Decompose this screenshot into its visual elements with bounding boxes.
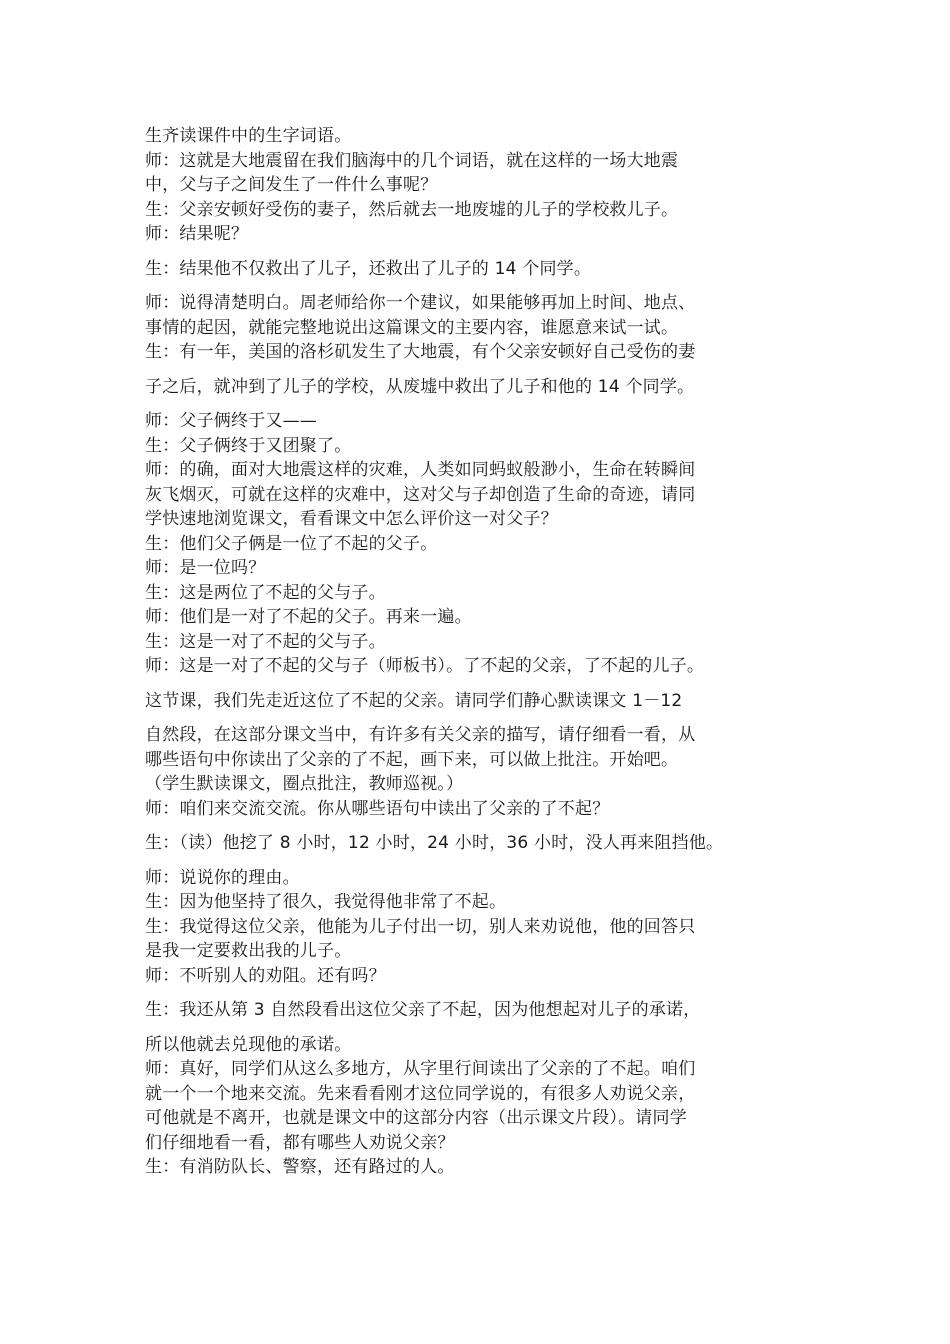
text-line: （学生默读课文，圈点批注，教师巡视。） (145, 774, 464, 794)
text-line: 自然段，在这部分课文当中，有许多有关父亲的描写，请仔细看一看，从 (145, 725, 696, 745)
text-line: 生：（读）他挖了 8 小时，12 小时，24 小时，36 小时，没人再来阻挡他。 (145, 833, 724, 853)
text-line: 师：他们是一对了不起的父子。再来一遍。 (145, 607, 472, 627)
text-line: 生：这是一对了不起的父与子。 (145, 631, 386, 652)
text-line: 生：有消防队长、警察，还有路过的人。 (145, 1157, 455, 1177)
text-line: 这节课，我们先走近这位了不起的父亲。请同学们静心默读课文 1－12 (145, 690, 683, 711)
document-body (145, 124, 825, 1180)
text-line: 生：我觉得这位父亲，他能为儿子付出一切，别人来劝说他，他的回答只 (145, 916, 696, 937)
text-line: 师：的确，面对大地震这样的灾难，人类如同蚂蚁般渺小，生命在转瞬间 (145, 460, 696, 480)
text-line: 生：我还从第 3 自然段看出这位父亲了不起，因为他想起对儿子的承诺， (145, 1000, 701, 1020)
text-line: 师：咱们来交流交流。你从哪些语句中读出了父亲的了不起？ (145, 798, 610, 819)
text-line: 师：结果呢？ (145, 224, 249, 244)
text-line: 师：不听别人的劝阻。还有吗？ (145, 965, 386, 986)
text-line: 生齐读课件中的生字词语。 (145, 126, 352, 146)
text-line: 师：父子俩终于又—— (145, 411, 317, 431)
text-line: 事情的起因，就能完整地说出这篇课文的主要内容，谁愿意来试一试。 (145, 317, 679, 338)
text-line: 可他就是不离开，也就是课文中的这部分内容（出示课文片段）。请同学 (145, 1108, 687, 1128)
text-line: 生：结果他不仅救出了儿子，还救出了儿子的 14 个同学。 (145, 258, 592, 279)
text-line: 生：有一年，美国的洛杉矶发生了大地震，有个父亲安顿好自己受伤的妻 (145, 342, 696, 362)
text-line: 是我一定要救出我的儿子。 (145, 941, 352, 961)
text-line: 生：因为他坚持了很久，我觉得他非常了不起。 (145, 892, 507, 912)
text-line: 就一个一个地来交流。先来看看刚才这位同学说的，有很多人劝说父亲， (145, 1083, 696, 1104)
text-line: 灰飞烟灭，可就在这样的灾难中，这对父与子却创造了生命的奇迹，请同 (145, 484, 696, 505)
text-line: 生：这是两位了不起的父与子。 (145, 582, 386, 603)
text-line: 师：是一位吗？ (145, 558, 266, 578)
text-line: 所以他就去兑现他的承诺。 (145, 1034, 352, 1055)
text-line: 学快速地浏览课文，看看课文中怎么评价这一对父子？ (145, 509, 558, 529)
text-line: 生：他们父子俩是一位了不起的父子。 (145, 533, 438, 554)
text-line: 生：父亲安顿好受伤的妻子，然后就去一地废墟的儿子的学校救儿子。 (145, 199, 679, 220)
text-line: 哪些语句中你读出了父亲的了不起，画下来，可以做上批注。开始吧。 (145, 749, 679, 770)
text-line: 生：父子俩终于又团聚了。 (145, 435, 352, 456)
text-line: 师：说得清楚明白。周老师给你一个建议，如果能够再加上时间、地点、 (145, 293, 696, 313)
text-line: 师：这就是大地震留在我们脑海中的几个词语，就在这样的一场大地震 (145, 150, 679, 171)
text-line: 中，父与子之间发生了一件什么事呢？ (145, 175, 438, 195)
text-line: 师：真好，同学们从这么多地方，从字里行间读出了父亲的了不起。咱们 (145, 1059, 696, 1079)
text-line: 师：说说你的理由。 (145, 867, 300, 888)
text-line: 子之后，就冲到了儿子的学校，从废墟中救出了儿子和他的 14 个同学。 (145, 376, 695, 397)
text-line: 师：这是一对了不起的父与子（师板书）。了不起的父亲，了不起的儿子。 (145, 656, 705, 676)
text-line: 们仔细地看一看，都有哪些人劝说父亲？ (145, 1132, 455, 1153)
